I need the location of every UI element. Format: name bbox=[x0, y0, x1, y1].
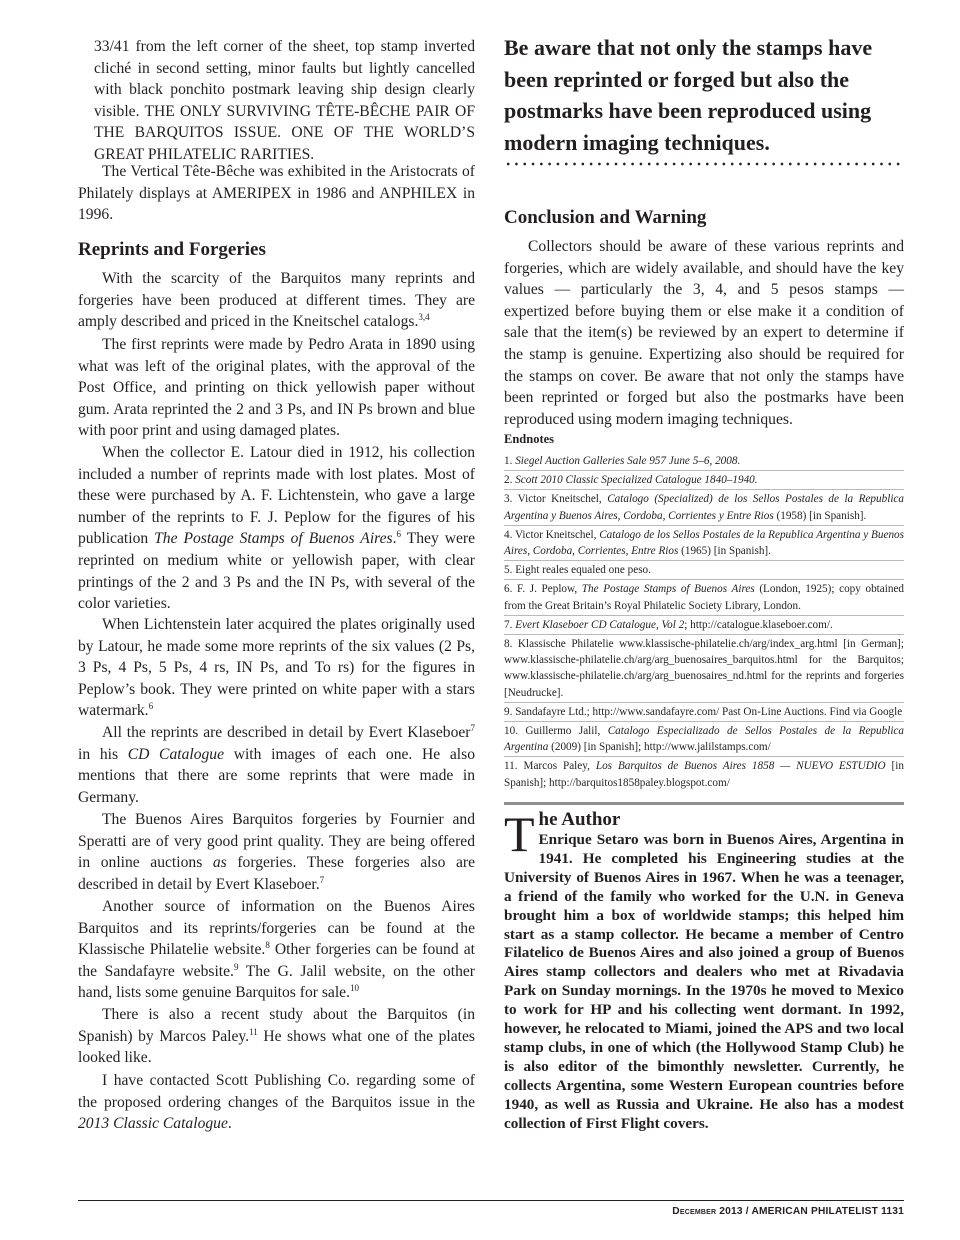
latour-publication-title: The Postage Stamps of Buenos Aires bbox=[154, 530, 393, 548]
another-text-c: The G. Jalil website, on the other hand, lists some genuine Barquitos for sale. bbox=[78, 962, 475, 1002]
endnote-text: 8. Klassische Philatelie www.klassische-philatelie.ch/arg/index_arg.html [in German]; www.klassische-philatelie.ch/arg/arg_buenosaires_barquitos.html for the Barquitos; www.klassische-philatelie.ch/arg/arg_buenosaires_nd.html for the reprints and forgeries [Neudrucke]. bbox=[504, 638, 904, 699]
reprints-forgeries-heading: Reprints and Forgeries bbox=[78, 239, 266, 260]
footnote-ref-6b: 6 bbox=[148, 701, 154, 712]
footnote-ref-7b: 7 bbox=[319, 874, 325, 885]
vertical-tete-beche-paragraph: The Vertical Tête-Bêche was exhibited in the Aristocrats of Philately displays at AMERIPEX in 1986 and ANPHILEX in 1996. bbox=[78, 163, 475, 224]
endnote-item bbox=[504, 635, 904, 703]
endnote-text-rest: (London, 1925); copy obtained from the Great Britain’s Royal Philatelic Society Library, London. bbox=[504, 583, 905, 612]
scarcity-paragraph bbox=[78, 268, 475, 333]
latour-text-a: When the collector E. Latour died in 1912, his collection included a number of reprints made with lost plates. Most of these were purchased by A. F. Lichtenstein, who gave a large number of the reprints to F. J. Peplow for the figures of his publication bbox=[78, 444, 475, 548]
conclusion-paragraph: Collectors should be aware of these various reprints and forgeries, which are widely available, and should have the key values — particularly the 3, 4, and 5 pesos stamps — expertized before buying them or else make it a condition of sale that the item(s) be reviewed by an expert to determine if the stamp is genuine. Expertizing also should be required for the stamps on cover. Be aware that not only the stamps have been reprinted or forged but also the postmarks have been reproduced using modern imaging techniques. bbox=[504, 238, 904, 428]
intro-paragraph: 33/41 from the left corner of the sheet, top stamp inverted cliché in second setting, minor faults but lightly cancelled with black ponchito postmark leaving ship design clearly visible. THE ONLY SURVIVING TÊTE-BÊCHE PAIR OF THE BARQUITOS ISSUE. ONE OF THE WORLD’S GREAT PHILATELIC RARITIES. bbox=[94, 38, 475, 163]
author-dropcap: T bbox=[504, 806, 535, 862]
endnote-title: Siegel Auction Galleries Sale 957 June 5–6, 2008. bbox=[515, 455, 741, 467]
endnote-text: 9. Sandafayre Ltd.; http://www.sandafayre.com/ Past On-Line Auctions. Find via Google bbox=[504, 705, 903, 718]
endnote-text-rest: (1965) [in Spanish]. bbox=[678, 545, 771, 558]
pull-quote: Be aware that not only the stamps have been reprinted or forged but also the postmarks have been reproduced using modern imaging techniques. bbox=[504, 35, 873, 155]
all-reprints-text-a: All the reprints are described in detail by Evert Klaseboer bbox=[102, 724, 471, 741]
scott-text-a: I have contacted Scott Publishing Co. regarding some of the proposed ordering changes of the Barquitos issue in the bbox=[78, 1072, 475, 1111]
endnote-text: 10. Guillermo Jalil, bbox=[504, 725, 608, 738]
buenos-aires-forgeries-paragraph bbox=[78, 809, 475, 895]
endnote-text-rest: ; http://catalogue.klaseboer.com/. bbox=[684, 618, 833, 631]
lichtenstein-text: When Lichtenstein later acquired the plates originally used by Latour, he made some more reprints of the six values (2 Ps, 3 Ps, 4 Ps, 5 Ps, 4 rs, IN Ps, and To rs) for the figures in Peplow’s book. They were printed on white paper with a stars watermark. bbox=[78, 616, 475, 720]
endnote-text-rest: [in Spanish]; http://barquitos1858paley.blogspot.com/ bbox=[504, 760, 904, 789]
latour-text-b: They were reprinted on medium white or yellowish paper, with clear printings of the 2 and 3 Ps and the IN Ps, with several of the color varieties. bbox=[78, 530, 476, 613]
endnote-title: Catalogo (Specialized) de los Sellos Postales de la Republica Argentina y Buenos Aires, Cordoba, Corrientes y Entre Rios bbox=[504, 493, 904, 522]
footnote-ref-9: 9 bbox=[233, 961, 239, 972]
dotted-divider bbox=[504, 162, 904, 166]
author-rule bbox=[504, 802, 904, 809]
scott-text-b: . bbox=[227, 1115, 232, 1133]
footnote-ref-7a: 7 bbox=[470, 722, 475, 733]
footer-issue-page: 2013 / AMERICAN PHILATELIST 1131 bbox=[716, 1206, 904, 1217]
endnote-item bbox=[504, 616, 904, 635]
forgeries-text-b: forgeries. These forgeries also are described in detail by Evert Klaseboer. bbox=[78, 854, 476, 893]
another-source-paragraph bbox=[78, 896, 475, 1004]
lichtenstein-paragraph bbox=[78, 614, 475, 722]
endnote-title: Los Barquitos de Buenos Aires 1858 — NUEVO ESTUDIO bbox=[595, 760, 886, 773]
endnote-title: Catalogo de los Sellos Postales de la Republica Argentina y Buenos Aires, Cordoba, Corrientes, Entre Rios bbox=[504, 528, 904, 558]
author-box bbox=[504, 802, 904, 1134]
endnote-item bbox=[504, 526, 904, 561]
endnotes-list bbox=[504, 452, 904, 792]
endnote-text-rest: (1958) [in Spanish]. bbox=[773, 509, 867, 522]
endnote-title: Scott 2010 Classic Specialized Catalogue 1840–1940. bbox=[515, 474, 758, 487]
endnote-item bbox=[504, 722, 904, 757]
latour-paragraph: When the collector E. Latour died in 1912, his collection included a number of reprints made with lost plates. Most of these were purchased by A. F. Lichtenstein, who gave a large number of the reprints to F. J. Peplow for the figures of his publication The Postage Stamps of Buenos Aires.$^6$ They were reprinted on medium white or yellowish paper, with clear printings of the 2 and 3 Ps and the IN Ps, with several of the color varieties. bbox=[78, 444, 476, 613]
endnote-item bbox=[504, 703, 904, 722]
footnote-ref-10: 10 bbox=[349, 983, 359, 994]
paley-text-a: There is also a recent study about the Barquitos (in Spanish) by Marcos Paley. bbox=[78, 1006, 475, 1045]
endnote-text: 11. Marcos Paley, bbox=[504, 760, 596, 773]
endnote-title: Catalogo Especializado de Sellos Postales de la Republica Argentina bbox=[504, 725, 904, 754]
endnote-text: 1. bbox=[504, 455, 516, 467]
footnote-ref-8: 8 bbox=[265, 940, 270, 950]
endnote-text: 6. F. J. Peplow, bbox=[504, 583, 582, 596]
cd-catalogue-title: CD Catalogue bbox=[127, 745, 225, 763]
endnote-text: 2. bbox=[504, 474, 516, 487]
classic-catalogue-title: 2013 Classic Catalogue bbox=[78, 1115, 228, 1133]
another-text-b: Other forgeries can be found at the Sandafayre website. bbox=[78, 941, 475, 980]
forgeries-text-a: The Buenos Aires Barquitos forgeries by Fournier and Speratti are of very good print quality. They are being offered in online auctions bbox=[78, 811, 475, 872]
endnote-item bbox=[504, 757, 904, 791]
footnote-ref-3-4: 3,4 bbox=[418, 312, 430, 322]
first-reprints-paragraph: The first reprints were made by Pedro Arata in 1890 using what was left of the original plates, with the approval of the Post Office, and printing on thick yellowish paper without gum. Arata reprinted the 2 and 3 Ps, and IN Ps brown and blue with poor print and using damaged plates. bbox=[78, 336, 475, 440]
endnote-title: Evert Klaseboer CD Catalogue, Vol 2 bbox=[515, 618, 685, 631]
scott-paragraph bbox=[78, 1070, 475, 1135]
footnote-ref-11: 11 bbox=[249, 1026, 258, 1037]
conclusion-heading: Conclusion and Warning bbox=[504, 207, 707, 228]
author-bio: Enrique Setaro was born in Buenos Aires, Argentina in 1941. He completed his Engineering studies at the University of Buenos Aires in 1967. When he was a teenager, a friend of the family who worked for the U.N. in Geneva brought him a box of worldwide stamps; this helped him start as a stamp collector. He became a member of Centro Filatelico de Buenos Aires and also joined a group of Buenos Aires stamp collectors and dealers who met at Rivadavia Park on Sunday mornings. In the 1970s he moved to Mexico to work for HP and his collecting went dormant. In 1992, however, he relocated to Miami, joined the APS and two local stamp clubs, in one of which (the Hollywood Stamp Club) he is also editor of the bimonthly newsletter. Currently, he collects Argentina, some Western European countries before 1940, as well as Russia and Ukraine. He also has a modest collection of First Flight covers. bbox=[504, 831, 904, 1132]
endnote-item bbox=[504, 471, 904, 490]
endnote-text-rest: (2009) [in Spanish]; http://www.jalilstamps.com/ bbox=[548, 741, 771, 754]
page-footer bbox=[672, 1206, 904, 1217]
all-reprints-text-b: in his bbox=[78, 745, 128, 763]
scarcity-text: With the scarcity of the Barquitos many reprints and forgeries have been produced at different times. They are amply described and priced in the Kneitschel catalogs. bbox=[78, 270, 475, 331]
footer-rule bbox=[78, 1200, 904, 1201]
endnotes-heading: Endnotes bbox=[504, 432, 555, 446]
all-reprints-text-c: with images of each one. He also mentions that there are some reprints that were made in Germany. bbox=[78, 745, 475, 806]
author-title: he Author bbox=[538, 809, 621, 830]
footnote-ref-6a: 6 bbox=[396, 529, 402, 540]
footer-month: December bbox=[672, 1206, 717, 1217]
endnote-item bbox=[504, 490, 904, 525]
another-text-a: Another source of information on the Buenos Aires Barquitos and its reprints/forgeries can be found at the Klassische Philatelie website. bbox=[78, 898, 475, 959]
endnote-text: 5. Eight reales equaled one peso. bbox=[504, 564, 651, 577]
endnote-text: 3. Victor Kneitschel, bbox=[504, 493, 608, 506]
endnote-text: 4. Victor Kneitschel, bbox=[504, 528, 600, 541]
paley-paragraph bbox=[78, 1004, 475, 1069]
endnote-item bbox=[504, 452, 904, 471]
endnote-title: The Postage Stamps of Buenos Aires bbox=[581, 583, 755, 596]
endnote-item bbox=[504, 580, 904, 615]
endnote-item bbox=[504, 561, 904, 580]
all-reprints-paragraph bbox=[78, 722, 475, 808]
paley-text-b: He shows what one of the plates looked like. bbox=[78, 1027, 475, 1067]
forgeries-as-emphasis: as bbox=[212, 854, 227, 872]
endnote-text: 7. bbox=[504, 618, 516, 631]
